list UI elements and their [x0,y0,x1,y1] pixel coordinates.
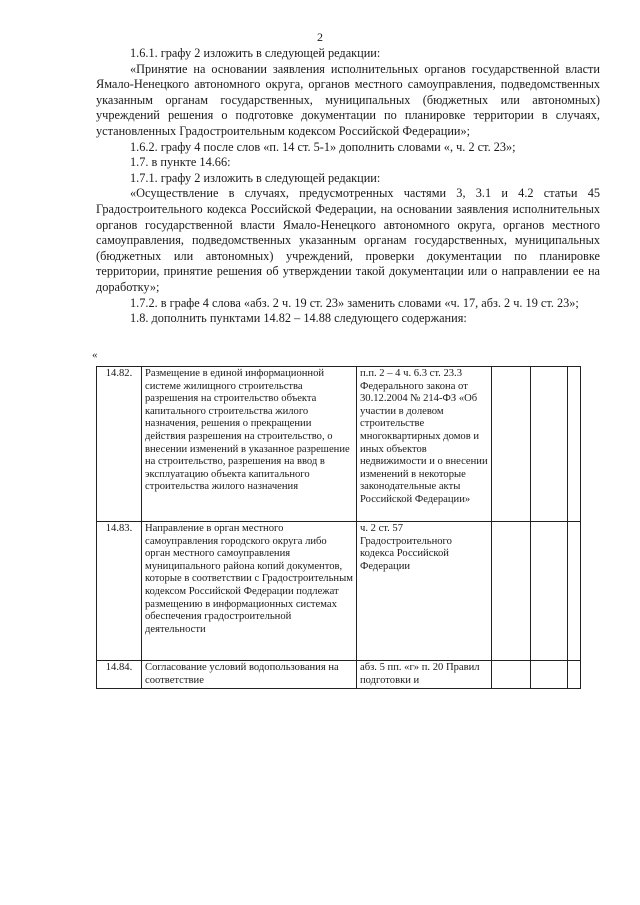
paragraph-1-7-1: 1.7.1. графу 2 изложить в следующей редакции: [130,170,381,185]
paragraph-quote-decision: «Принятие на основании заявления исполнительных органов государственной власти Ямало-Ненецкого автономного округа, органов местного самоуправления, подведомственных указанным органам государственных, муниципальных (бюджетных или автономных) учреждений решения о подготовке документации по планировке территории в случаях, установленных Градостроительным кодексом Российской Федерации»; [96,61,600,138]
empty-cell [568,522,581,661]
row-legal-basis: ч. 2 ст. 57 Градостроительного кодекса Российской Федерации [357,522,492,661]
paragraph-1-8: 1.8. дополнить пунктами 14.82 – 14.88 следующего содержания: [130,311,467,326]
empty-cell [492,661,531,689]
paragraph-1-7-2: 1.7.2. в графе 4 слова «абз. 2 ч. 19 ст. 23» заменить словами «ч. 17, абз. 2 ч. 19 ст. 23»; [130,295,579,310]
row-legal-basis: абз. 5 пп. «г» п. 20 Правил подготовки и [357,661,492,689]
quote-open-mark: « [92,349,98,361]
paragraph-quote-verification: «Осуществление в случаях, предусмотренных частями 3, 3.1 и 4.2 статьи 45 Градостроительного кодекса Российской Федерации, на основании заявления исполнительных органов государственной власти Ямало-Ненецкого автономного округа, органов местного самоуправления, подведомственных указанным органам государственных, муниципальных (бюджетных или автономных) учреждений, проверки документации по планировке территории, принятие решения об утверждении такой документации или о направлении ее на доработку»; [96,186,600,294]
amendments-table [96,366,581,689]
empty-cell [492,522,531,661]
document-body [96,46,600,327]
page-number: 2 [317,30,323,44]
row-number: 14.82. [97,367,142,522]
empty-cell [568,661,581,689]
empty-cell [568,367,581,522]
row-number: 14.83. [97,522,142,661]
table-row [97,661,581,689]
row-description: Направление в орган местного самоуправления городского округа либо орган местного самоуправления муниципального района копий документов, которые в соответствии с Градостроительным кодексом Российской Федерации подлежат размещению в информационных системах обеспечения градостроительной деятельности [142,522,357,661]
paragraph-1-6-2: 1.6.2. графу 4 после слов «п. 14 ст. 5-1» дополнить словами «, ч. 2 ст. 23»; [130,139,516,154]
empty-cell [492,367,531,522]
row-legal-basis: п.п. 2 – 4 ч. 6.3 ст. 23.3 Федерального закона от 30.12.2004 № 214-ФЗ «Об участии в долевом строительстве многоквартирных домов и иных объектов недвижимости и о внесении изменений в некоторые законодательные акты Российской Федерации» [357,367,492,522]
empty-cell [531,661,568,689]
empty-cell [531,367,568,522]
row-number: 14.84. [97,661,142,689]
empty-cell [531,522,568,661]
paragraph-1-7: 1.7. в пункте 14.66: [130,155,231,170]
table-row [97,522,581,661]
row-description: Размещение в единой информационной системе жилищного строительства разрешения на строительство объекта капитального строительства жилого назначения, решения о прекращении действия разрешения на строительство, о внесении изменений в указанное разрешение на строительство, разрешения на ввод в эксплуатацию объекта капитального строительства жилого назначения [142,367,357,522]
paragraph-1-6-1: 1.6.1. графу 2 изложить в следующей редакции: [130,46,381,60]
row-description: Согласование условий водопользования на соответствие [142,661,357,689]
table-row [97,367,581,522]
